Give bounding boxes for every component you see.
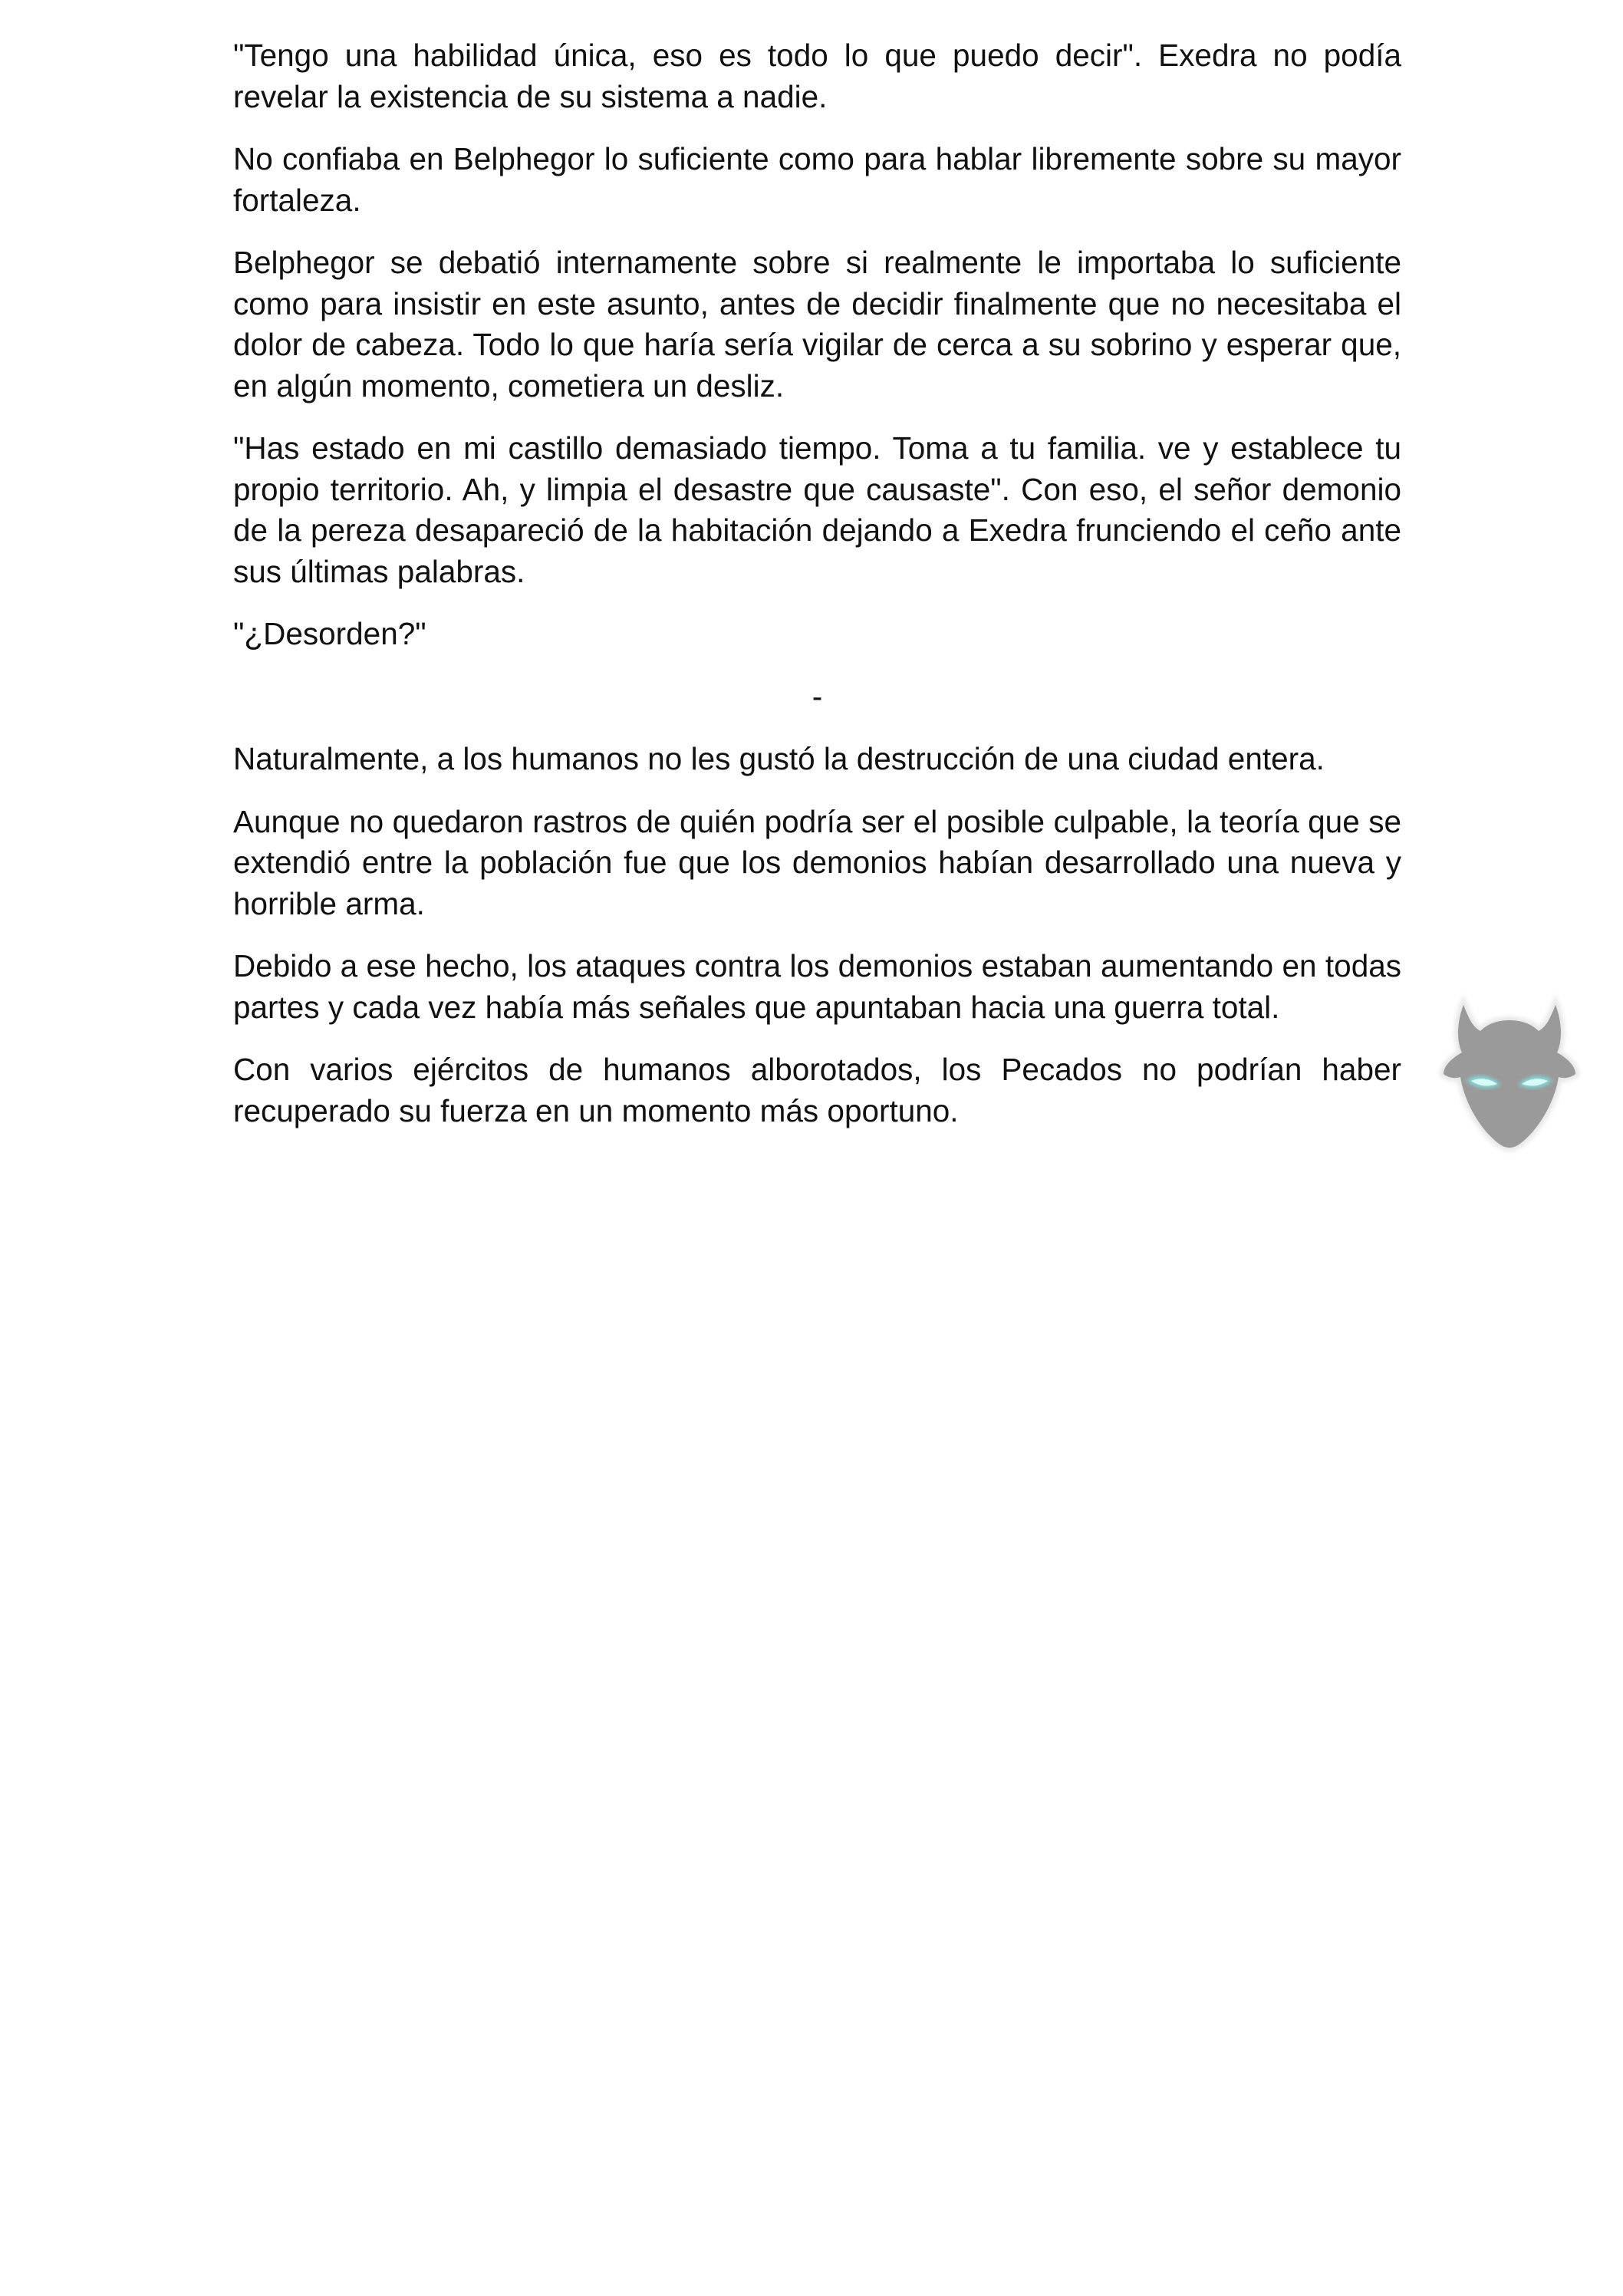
paragraph-5: "¿Desorden?" [233, 616, 426, 651]
paragraph-3: Belphegor se debatió internamente sobre si realmente le importaba lo suficiente como para insistir en este asunto, antes de decidir finalmente que no necesitaba el dolor de cabeza. Todo lo que haría sería vigilar de cerca a su sobrino y esperar que, en algún momento, cometiera un desliz. [233, 245, 1401, 404]
document-body [233, 35, 1401, 1153]
paragraph-7: Aunque no quedaron rastros de quién podría ser el posible culpable, la teoría que se extendió entre la población fue que los demonios habían desarrollado una nueva y horrible arma. [233, 803, 1401, 921]
paragraph-9: Con varios ejércitos de humanos alborotados, los Pecados no podrían haber recuperado su fuerza en un momento más oportuno. [233, 1052, 1401, 1128]
paragraph-8: Debido a ese hecho, los ataques contra los demonios estaban aumentando en todas partes y cada vez había más señales que apuntaban hacia una guerra total. [233, 948, 1401, 1025]
demon-head-icon [1433, 990, 1586, 1166]
paragraph-6: Naturalmente, a los humanos no les gustó la destrucción de una ciudad entera. [233, 741, 1325, 776]
section-separator: - [812, 678, 823, 714]
paragraph-4: "Has estado en mi castillo demasiado tiempo. Toma a tu familia. ve y establece tu propio territorio. Ah, y limpia el desastre que causaste". Con eso, el señor demonio de la pereza desapareció de la habitación dejando a Exedra frunciendo el ceño ante sus últimas palabras. [233, 430, 1401, 589]
paragraph-1: "Tengo una habilidad única, eso es todo lo que puedo decir". Exedra no podía revelar la existencia de su sistema a nadie. [233, 38, 1401, 114]
paragraph-2: No confiaba en Belphegor lo suficiente como para hablar libremente sobre su mayor fortaleza. [233, 141, 1401, 218]
